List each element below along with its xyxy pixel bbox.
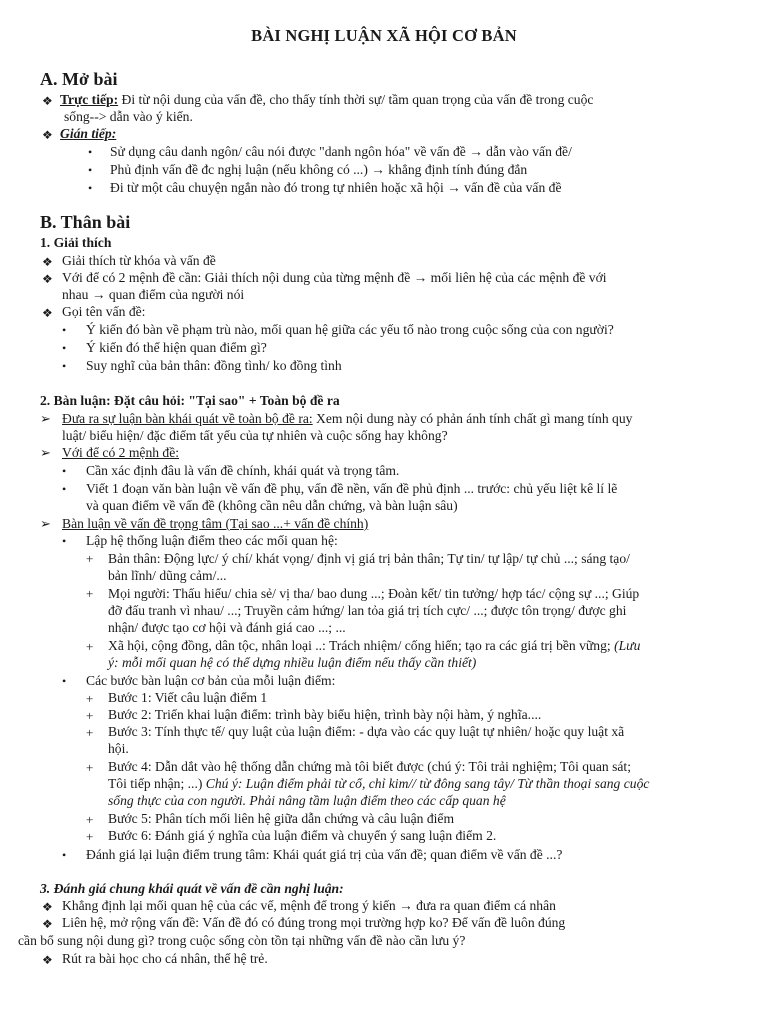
diamond-bullet-icon: ❖ [42,128,53,142]
plus-bullet-icon: + [86,586,94,601]
plus-bullet-icon: + [86,708,94,723]
p2-bullet: Viết 1 đoạn văn bàn luận về vấn đề phụ, vấn đề nền, vấn đề phủ định ... trước: chủ yếu liệt kê lí lẽ [86,481,618,496]
gian-tiep-item: Sử dụng câu danh ngôn/ câu nói được "danh ngôn hóa" về vấn đề → dẫn vào vấn đề/ [110,144,572,159]
p2-bullet: Các bước bàn luận cơ bản của mỗi luận điểm: [86,673,336,688]
arrow-bullet-icon: ➢ [40,445,51,460]
bullet-icon: • [62,848,67,862]
gian-tiep-item: Phủ định vấn đề đc nghị luận (nếu không có ...) → khẳng định tính đúng đắn [110,162,528,177]
p2-bullet-cont: và quan điểm về vấn đề (không cần nêu dẫn chứng, và bàn luận sâu) [86,498,458,513]
plus-bullet-icon: + [86,639,94,654]
bullet-icon: • [62,464,67,478]
step-4-note: Chú ý: Luận điểm phải từ cổ, chỉ kim// từ đông sang tây/ Từ thần thoại sang cuộc [205,776,650,791]
p2-item-text: Xem nội dung này có phản ánh tính chất gì mang tính quy [312,411,633,426]
section-b-heading: B. Thân bài [40,212,131,232]
step-item: Bước 5: Phân tích mối liên hệ giữa dẫn chứng và câu luận điểm [108,811,455,826]
step-item: Bước 4: Dẫn dắt vào hệ thống dẫn chứng mà tôi biết được (chú ý: Tôi trải nghiệm; Tôi quan sát; [108,759,631,774]
document-title: BÀI NGHỊ LUẬN XÃ HỘI CƠ BẢN [251,26,517,45]
relation-text: Xã hội, cộng đồng, dân tộc, nhân loại ..: Trách nhiệm/ cống hiến; tạo ra các giá trị bền vững; [108,638,615,653]
diamond-bullet-icon: ❖ [42,900,53,914]
plus-bullet-icon: + [86,760,94,775]
p3-item-cont: cần bổ sung nội dung gì? trong cuộc sống còn tồn tại những vấn đề nào cần lưu ý? [18,933,466,948]
plus-bullet-icon: + [86,691,94,706]
relation-note-cont: ý: mỗi mối quan hệ có thể dựng nhiều luận điểm nếu thấy cần thiết) [108,655,477,670]
truc-tiep-line [60,92,593,109]
p2-bullet: Cần xác định đâu là vấn đề chính, khái quát và trọng tâm. [86,463,400,478]
bullet-icon: • [88,145,93,159]
p1-bullet: Suy nghĩ của bản thân: đồng tình/ ko đồng tình [86,358,342,373]
relation-item: Mọi người: Thấu hiểu/ chia sẻ/ vị tha/ bao dung ...; Đoàn kết/ tin tưởng/ hợp tác/ cộng sự ...; Giúp [108,586,640,601]
diamond-bullet-icon: ❖ [42,306,53,320]
p2-item-label: Đưa ra sự luận bàn khái quát về toàn bộ đề ra: [62,411,313,426]
bullet-icon: • [88,163,93,177]
gian-tiep-item: Đi từ một câu chuyện ngắn nào đó trong tự nhiên hoặc xã hội → vấn đề của vấn đề [110,180,562,195]
relation-item-cont: nhận/ được tạo cơ hội và đánh giá cao ...; ... [108,620,346,635]
relation-note: (Lưu [614,638,641,653]
relation-item-cont: bản lĩnh/ dũng cảm/... [108,568,227,583]
relation-item: Bản thân: Động lực/ ý chí/ khát vọng/ định vị giá trị bản thân; Tự tin/ tự lập/ tự chủ ...; sáng tạo/ [108,551,630,566]
relation-item-cont: đỡ đấu tranh vì nhau/ ...; Truyền cảm hứng/ lan tỏa giá trị tích cực/ ...; được tôn trọng/ được ghi [108,603,627,618]
bullet-icon: • [62,359,67,373]
p2-item-cont: luật/ biểu hiện/ đặc điểm tất yếu của tự nhiên và cuộc sống hay không? [62,428,448,443]
diamond-bullet-icon: ❖ [42,272,53,286]
diamond-bullet-icon: ❖ [42,94,53,108]
diamond-bullet-icon: ❖ [42,255,53,269]
p2-bullet: Lập hệ thống luận điểm theo các mối quan hệ: [86,533,338,548]
bullet-icon: • [62,534,67,548]
bullet-icon: • [88,181,93,195]
step-item-cont [108,776,649,793]
bullet-icon: • [62,482,67,496]
p1-bullet: Ý kiến đó thể hiện quan điểm gì? [86,340,267,355]
p3-item: Liên hệ, mở rộng vấn đề: Vấn đề đó có đúng trong mọi trường hợp ko? Để vấn đề luôn đúng [62,915,566,930]
part-2-heading: 2. Bàn luận: Đặt câu hỏi: "Tại sao" + Toàn bộ đề ra [40,393,340,408]
relation-item [108,638,640,655]
step-item-cont: sống thực của con người. Phải nâng tầm luận điểm theo các cấp quan hệ [108,793,506,808]
truc-tiep-text: Đi từ nội dung của vấn đề, cho thấy tính thời sự/ tầm quan trọng của vấn đề trong cuộc [118,92,594,107]
bullet-icon: • [62,323,67,337]
part-3-heading: 3. Đánh giá chung khái quát về vấn đề cần nghị luận: [40,881,344,896]
step-item-cont: hội. [108,741,129,756]
arrow-bullet-icon: ➢ [40,516,51,531]
p1-item-cont: nhau → quan điểm của người nói [62,287,245,302]
p2-item-label: Bàn luận về vấn đề trọng tâm (Tại sao ...+ vấn đề chính) [62,516,369,531]
truc-tiep-label: Trực tiếp: [60,92,119,107]
p2-item-label: Với để có 2 mệnh đề: [62,445,180,460]
p3-item: Rút ra bài học cho cá nhân, thế hệ trẻ. [62,951,268,966]
step-item: Bước 6: Đánh giá ý nghĩa của luận điểm và chuyển ý sang luận điểm 2. [108,828,497,843]
step-item: Bước 2: Triển khai luận điểm: trình bày biểu hiện, trình bày nội hàm, ý nghĩa.... [108,707,542,722]
p1-item: Gọi tên vấn đề: [62,304,146,319]
gian-tiep-label: Gián tiếp: [60,126,117,141]
bullet-icon: • [62,341,67,355]
diamond-bullet-icon: ❖ [42,953,53,967]
plus-bullet-icon: + [86,725,94,740]
section-a-heading: A. Mở bài [40,69,118,89]
diamond-bullet-icon: ❖ [42,917,53,931]
plus-bullet-icon: + [86,812,94,827]
p2-bullet: Đánh giá lại luận điểm trung tâm: Khái quát giá trị của vấn đề; quan điểm về vấn đề ...? [86,847,563,862]
step-4-text: Tôi tiếp nhận; ...) [108,776,206,791]
p3-item: Khẳng định lại mối quan hệ của các vế, mệnh để trong ý kiến → đưa ra quan điểm cá nhân [62,898,556,913]
plus-bullet-icon: + [86,829,94,844]
plus-bullet-icon: + [86,551,94,566]
p1-item: Với để có 2 mệnh đề cần: Giải thích nội dung của từng mệnh đề → mối liên hệ của các mệnh đề với [62,270,607,285]
step-item: Bước 3: Tính thực tế/ quy luật của luận điểm: - dựa vào các quy luật tự nhiên/ hoặc quy luật xã [108,724,625,739]
p1-item: Giải thích từ khóa và vấn đề [62,253,216,268]
bullet-icon: • [62,674,67,688]
step-item: Bước 1: Viết câu luận điểm 1 [108,690,268,705]
arrow-bullet-icon: ➢ [40,411,51,426]
part-1-heading: 1. Giải thích [40,235,112,250]
p2-item [62,411,632,428]
p1-bullet: Ý kiến đó bàn về phạm trù nào, mối quan hệ giữa các yếu tố nào trong cuộc sống của con người? [86,322,614,337]
truc-tiep-line-2: sống--> dẫn vào ý kiến. [64,109,193,124]
